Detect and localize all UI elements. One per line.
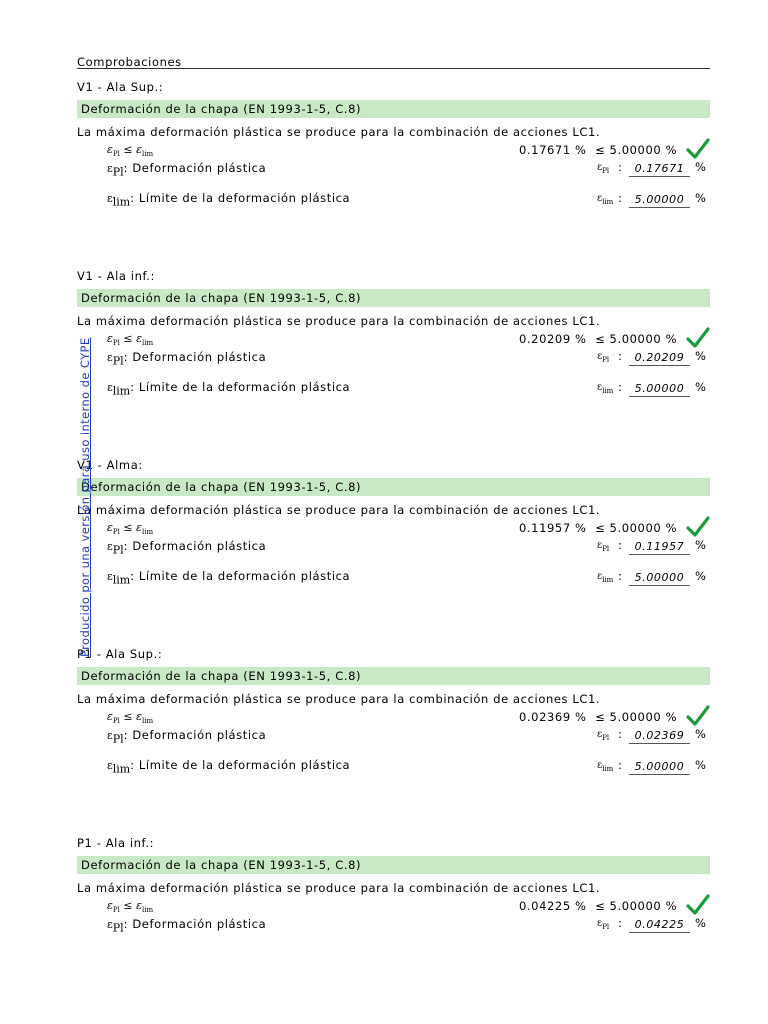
lim-value: 5.00000 (629, 760, 690, 775)
checkmark-icon (686, 327, 710, 349)
check-section (0, 836, 768, 1016)
pl-symbol: $\varepsilon_{Pl}$ (597, 162, 610, 175)
pl-unit: % (695, 538, 707, 552)
pl-definition: $\varepsilon_{Pl}$: Deformación plástica (107, 917, 267, 935)
pl-unit: % (695, 160, 707, 174)
lim-colon: : (618, 380, 623, 394)
pl-value: 0.11957 (629, 540, 690, 555)
check-section (0, 269, 768, 449)
pl-symbol: $\varepsilon_{Pl}$ (597, 729, 610, 742)
pl-definition: $\varepsilon_{Pl}$: Deformación plástica (107, 161, 267, 179)
lim-unit: % (695, 191, 707, 205)
check-formula: $\varepsilon_{Pl} \le \varepsilon_{lim}$ (107, 710, 154, 726)
checkmark-icon (686, 138, 710, 160)
check-result: 0.02369 % ≤ 5.00000 % (519, 710, 678, 724)
lim-value: 5.00000 (629, 193, 690, 208)
pl-symbol: $\varepsilon_{Pl}$ (597, 540, 610, 553)
lim-definition: $\varepsilon_{lim}$: Límite de la deformación plástica (107, 758, 351, 776)
pl-unit: % (695, 349, 707, 363)
check-result: 0.11957 % ≤ 5.00000 % (519, 521, 678, 535)
check-formula: $\varepsilon_{Pl} \le \varepsilon_{lim}$ (107, 521, 154, 537)
section-title: P1 - Ala Sup.: (77, 647, 163, 661)
pl-value: 0.04225 (629, 918, 690, 933)
pl-definition: $\varepsilon_{Pl}$: Deformación plástica (107, 539, 267, 557)
pl-value: 0.20209 (629, 351, 690, 366)
section-title: V1 - Ala inf.: (77, 269, 156, 283)
pl-symbol: $\varepsilon_{Pl}$ (597, 351, 610, 364)
combination-text: La máxima deformación plástica se produce para la combinación de acciones LC1. (77, 125, 601, 139)
pl-symbol: $\varepsilon_{Pl}$ (597, 918, 610, 931)
check-result: 0.20209 % ≤ 5.00000 % (519, 332, 678, 346)
checkmark-icon (686, 516, 710, 538)
section-header-bar (77, 289, 710, 307)
page-title: Comprobaciones (77, 55, 182, 69)
lim-unit: % (695, 380, 707, 394)
pl-colon: : (618, 916, 623, 930)
section-header-text: Deformación de la chapa (EN 1993-1-5, C.8) (81, 858, 362, 872)
lim-colon: : (618, 569, 623, 583)
section-header-bar (77, 856, 710, 874)
lim-unit: % (695, 569, 707, 583)
lim-symbol: $\varepsilon_{lim}$ (597, 571, 614, 584)
check-result: 0.04225 % ≤ 5.00000 % (519, 899, 678, 913)
lim-value: 5.00000 (629, 382, 690, 397)
lim-definition: $\varepsilon_{lim}$: Límite de la deformación plástica (107, 380, 351, 398)
check-section (0, 647, 768, 827)
combination-text: La máxima deformación plástica se produce para la combinación de acciones LC1. (77, 503, 601, 517)
watermark-link[interactable]: Producido por una versión para uso interno de CYPE (78, 337, 92, 657)
check-formula: $\varepsilon_{Pl} \le \varepsilon_{lim}$ (107, 332, 154, 348)
combination-text: La máxima deformación plástica se produce para la combinación de acciones LC1. (77, 692, 601, 706)
section-title: P1 - Ala inf.: (77, 836, 155, 850)
check-section (0, 80, 768, 260)
pl-definition: $\varepsilon_{Pl}$: Deformación plástica (107, 728, 267, 746)
lim-symbol: $\varepsilon_{lim}$ (597, 760, 614, 773)
pl-definition: $\varepsilon_{Pl}$: Deformación plástica (107, 350, 267, 368)
lim-colon: : (618, 191, 623, 205)
lim-symbol: $\varepsilon_{lim}$ (597, 382, 614, 395)
section-title: V1 - Alma: (77, 458, 143, 472)
section-title: V1 - Ala Sup.: (77, 80, 164, 94)
lim-definition: $\varepsilon_{lim}$: Límite de la deformación plástica (107, 569, 351, 587)
check-section (0, 458, 768, 638)
section-header-bar (77, 478, 710, 496)
pl-colon: : (618, 538, 623, 552)
checkmark-icon (686, 894, 710, 916)
pl-colon: : (618, 727, 623, 741)
pl-unit: % (695, 727, 707, 741)
pl-unit: % (695, 916, 707, 930)
section-header-text: Deformación de la chapa (EN 1993-1-5, C.8) (81, 291, 362, 305)
lim-definition: $\varepsilon_{lim}$: Límite de la deformación plástica (107, 191, 351, 209)
section-header-bar (77, 100, 710, 118)
lim-colon: : (618, 758, 623, 772)
section-header-text: Deformación de la chapa (EN 1993-1-5, C.8) (81, 480, 362, 494)
header-divider (77, 68, 710, 69)
pl-value: 0.02369 (629, 729, 690, 744)
lim-value: 5.00000 (629, 571, 690, 586)
combination-text: La máxima deformación plástica se produce para la combinación de acciones LC1. (77, 314, 601, 328)
section-header-text: Deformación de la chapa (EN 1993-1-5, C.8) (81, 669, 362, 683)
check-formula: $\varepsilon_{Pl} \le \varepsilon_{lim}$ (107, 143, 154, 159)
pl-colon: : (618, 349, 623, 363)
section-header-bar (77, 667, 710, 685)
combination-text: La máxima deformación plástica se produce para la combinación de acciones LC1. (77, 881, 601, 895)
pl-colon: : (618, 160, 623, 174)
lim-unit: % (695, 758, 707, 772)
check-formula: $\varepsilon_{Pl} \le \varepsilon_{lim}$ (107, 899, 154, 915)
pl-value: 0.17671 (629, 162, 690, 177)
check-result: 0.17671 % ≤ 5.00000 % (519, 143, 678, 157)
lim-symbol: $\varepsilon_{lim}$ (597, 193, 614, 206)
section-header-text: Deformación de la chapa (EN 1993-1-5, C.8) (81, 102, 362, 116)
checkmark-icon (686, 705, 710, 727)
